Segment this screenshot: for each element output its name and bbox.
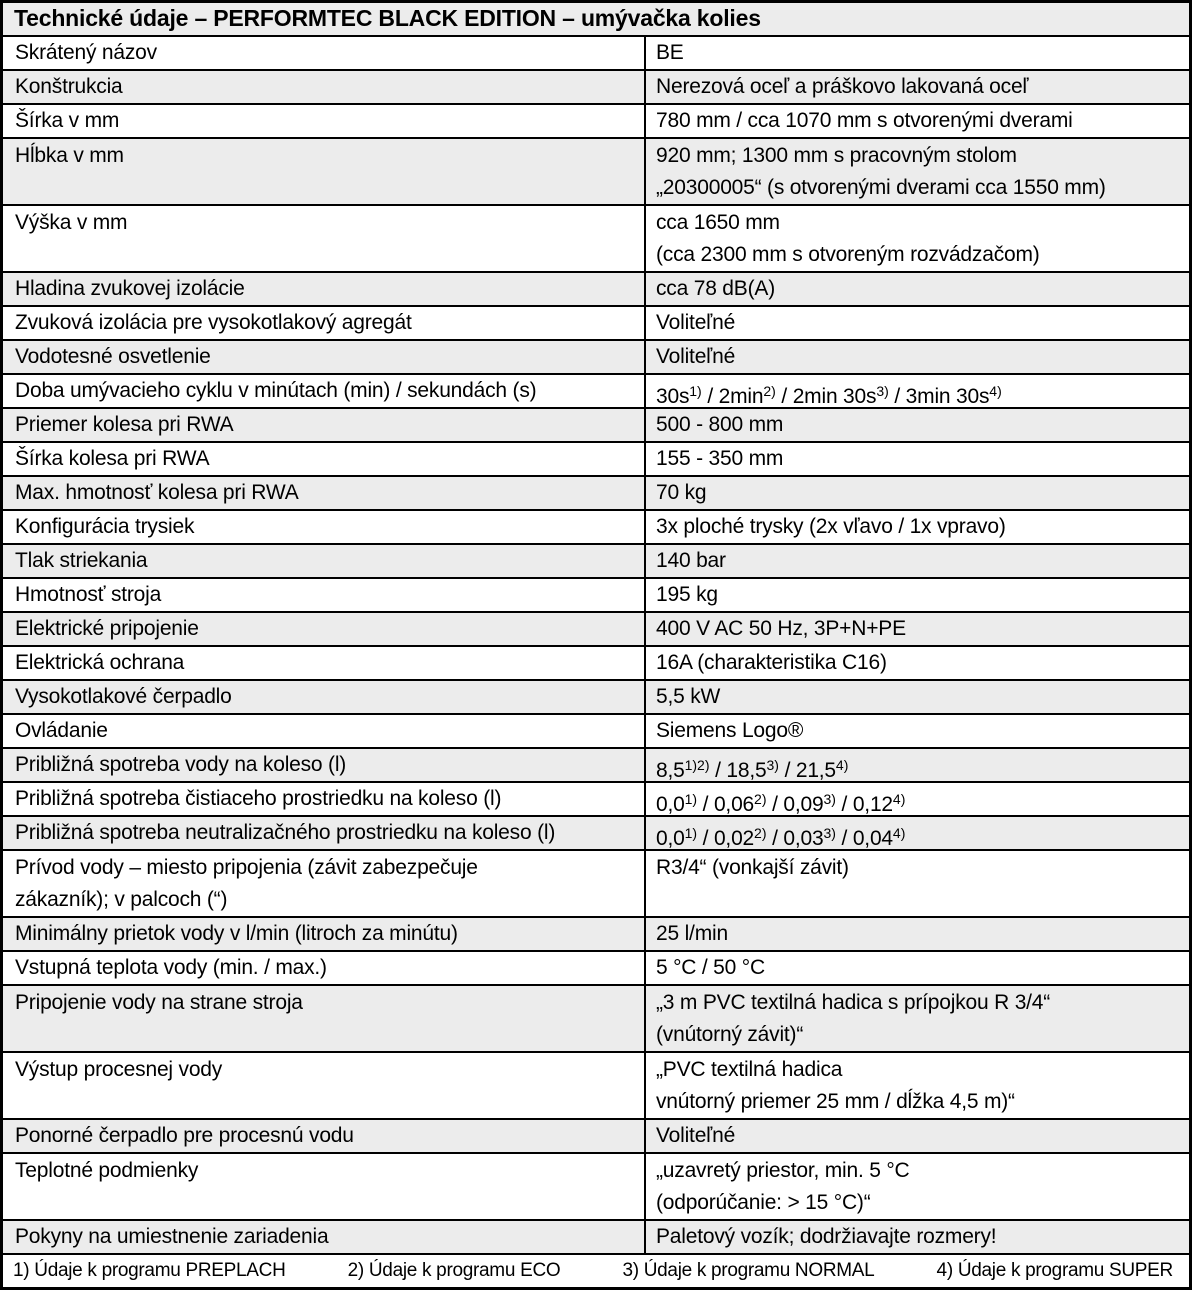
row-value: 0,0$^{1)}$ / 0,02$^{2)}$ / 0,03$^{3)}$ / 0,04$^{4)}$ <box>656 825 906 849</box>
row-label: Priemer kolesa pri RWA <box>3 409 646 441</box>
row-label: Šírka kolesa pri RWA <box>3 443 646 475</box>
table-row <box>3 307 1189 341</box>
footnote-marker: 1) <box>684 791 698 807</box>
row-label: Šírka v mm <box>3 105 646 137</box>
row-value: 780 mm / cca 1070 mm s otvorenými dverami <box>656 109 1073 132</box>
row-value: 5,5 kW <box>656 685 721 708</box>
row-label: Konštrukcia <box>3 71 646 103</box>
footnote: 2) Údaje k programu ECO <box>347 1260 561 1281</box>
row-value: Voliteľné <box>656 311 736 334</box>
table-row <box>3 918 1189 952</box>
row-label: Výstup procesnej vody <box>3 1053 646 1118</box>
table-row <box>3 681 1189 715</box>
row-value: cca 78 dB(A) <box>656 277 775 300</box>
footnote-marker: 3) <box>876 383 889 399</box>
table-row <box>3 273 1189 307</box>
footnote: 4) Údaje k programu SUPER <box>936 1260 1173 1281</box>
footnote: 1) Údaje k programu PREPLACH <box>13 1260 286 1281</box>
table-row <box>3 341 1189 375</box>
row-label: Minimálny prietok vody v l/min (litroch za minútu) <box>3 918 646 950</box>
row-value: Voliteľné <box>656 345 736 368</box>
footnote-marker: 4) <box>835 757 849 773</box>
row-value: 195 kg <box>656 583 718 606</box>
row-value: 920 mm; 1300 mm s pracovným stolom „20300005“ (s otvorenými dverami cca 1550 mm) <box>656 144 1106 199</box>
row-label: Elektrická ochrana <box>3 647 646 679</box>
row-value: 25 l/min <box>656 922 728 945</box>
row-label: Tlak striekania <box>3 545 646 577</box>
row-label: Približná spotreba čistiaceho prostriedku na koleso (l) <box>3 783 646 815</box>
table-row <box>3 443 1189 477</box>
row-value: 155 - 350 mm <box>656 447 784 470</box>
table-row <box>3 375 1189 409</box>
row-label: Vysokotlakové čerpadlo <box>3 681 646 713</box>
table-row <box>3 1053 1189 1120</box>
row-value: Paletový vozík; dodržiavajte rozmery! <box>656 1225 997 1248</box>
footnote-marker: 1) <box>684 825 698 841</box>
footnotes-row <box>3 1255 1189 1287</box>
table-row <box>3 139 1189 206</box>
row-value: 3x ploché trysky (2x vľavo / 1x vpravo) <box>656 515 1006 538</box>
row-value: 70 kg <box>656 481 707 504</box>
table-row <box>3 37 1189 71</box>
page-title: Technické údaje – PERFORMTEC BLACK EDITION – umývačka kolies <box>14 4 761 31</box>
table-title-row <box>3 3 1189 37</box>
footnote-marker: 2) <box>754 825 767 841</box>
table-row <box>3 579 1189 613</box>
row-label: Ponorné čerpadlo pre procesnú vodu <box>3 1120 646 1152</box>
row-value: cca 1650 mm (cca 2300 mm s otvoreným rozvádzačom) <box>656 211 1040 266</box>
row-label: Prívod vody – miesto pripojenia (závit zabezpečuje zákazník); v palcoch (“) <box>3 851 646 916</box>
row-label: Konfigurácia trysiek <box>3 511 646 543</box>
row-label: Pokyny na umiestnenie zariadenia <box>3 1221 646 1253</box>
table-row <box>3 1120 1189 1154</box>
row-label: Hĺbka v mm <box>3 139 646 204</box>
footnote-marker: 2) <box>754 791 767 807</box>
row-value: Siemens Logo® <box>656 719 804 742</box>
table-row <box>3 1221 1189 1255</box>
row-value: 140 bar <box>656 549 726 572</box>
row-label: Približná spotreba neutralizačného prostriedku na koleso (l) <box>3 817 646 849</box>
row-label: Skrátený názov <box>3 37 646 69</box>
row-value: „uzavretý priestor, min. 5 °C (odporúčanie: > 15 °C)“ <box>656 1159 910 1214</box>
row-value: 400 V AC 50 Hz, 3P+N+PE <box>656 617 906 640</box>
row-label: Vodotesné osvetlenie <box>3 341 646 373</box>
footnote-marker: 1) <box>689 383 702 399</box>
table-row <box>3 749 1189 783</box>
footnote-marker: 4) <box>989 383 1002 399</box>
row-value: $8,5^{1)2)} / 18,5^{3)} / 21,5^{4)}$ <box>656 757 849 781</box>
table-row <box>3 511 1189 545</box>
row-value: Nerezová oceľ a práškovo lakovaná oceľ <box>656 75 1029 98</box>
row-label: Doba umývacieho cyklu v minútach (min) / sekundách (s) <box>3 375 646 407</box>
row-label: Výška v mm <box>3 206 646 271</box>
table-row <box>3 817 1189 851</box>
table-row <box>3 952 1189 986</box>
row-label: Teplotné podmienky <box>3 1154 646 1219</box>
table-row <box>3 986 1189 1053</box>
row-value: 16A (charakteristika C16) <box>656 651 887 674</box>
footnote-marker: 4) <box>892 791 906 807</box>
footnote-marker: 3) <box>823 791 836 807</box>
row-value: BE <box>656 41 684 64</box>
row-value: 5 °C / 50 °C <box>656 956 765 979</box>
footnote-marker: 1) <box>684 757 698 773</box>
row-value: R3/4“ (vonkajší závit) <box>656 856 849 879</box>
footnote-marker: 2) <box>763 383 776 399</box>
footnote: 3) Údaje k programu NORMAL <box>622 1260 875 1281</box>
table-row <box>3 477 1189 511</box>
table-row <box>3 71 1189 105</box>
table-row <box>3 851 1189 918</box>
row-value: Voliteľné <box>656 1124 736 1147</box>
row-value: „3 m PVC textilná hadica s prípojkou R 3/4“ (vnútorný závit)“ <box>656 991 1051 1046</box>
row-value: 0,0$^{1)}$ / 0,06$^{2)}$ / 0,09$^{3)}$ / 0,12$^{4)}$ <box>656 791 906 815</box>
footnote-marker: 3) <box>766 757 779 773</box>
footnote-marker: 2) <box>697 757 710 773</box>
row-label: Ovládanie <box>3 715 646 747</box>
footnote-marker: 3) <box>823 825 836 841</box>
table-row <box>3 545 1189 579</box>
table-row <box>3 613 1189 647</box>
table-row <box>3 105 1189 139</box>
footnote-marker: 4) <box>892 825 906 841</box>
row-label: Max. hmotnosť kolesa pri RWA <box>3 477 646 509</box>
table-row <box>3 409 1189 443</box>
table-row <box>3 647 1189 681</box>
row-label: Približná spotreba vody na koleso (l) <box>3 749 646 781</box>
row-label: Hmotnosť stroja <box>3 579 646 611</box>
table-row <box>3 1154 1189 1221</box>
row-label: Pripojenie vody na strane stroja <box>3 986 646 1051</box>
row-label: Hladina zvukovej izolácie <box>3 273 646 305</box>
row-label: Vstupná teplota vody (min. / max.) <box>3 952 646 984</box>
row-label: Zvuková izolácia pre vysokotlakový agregát <box>3 307 646 339</box>
row-value: 500 - 800 mm <box>656 413 784 436</box>
row-value: „PVC textilná hadica vnútorný priemer 25 mm / dĺžka 4,5 m)“ <box>656 1058 1015 1113</box>
row-label: Elektrické pripojenie <box>3 613 646 645</box>
row-value: $30s^{1)} / 2\min^{2)} / 2\min$ $30s^{3)} / 3\min$ $30s^{4)}$ <box>656 383 1002 407</box>
table-row <box>3 783 1189 817</box>
table-row <box>3 715 1189 749</box>
table-row <box>3 206 1189 273</box>
